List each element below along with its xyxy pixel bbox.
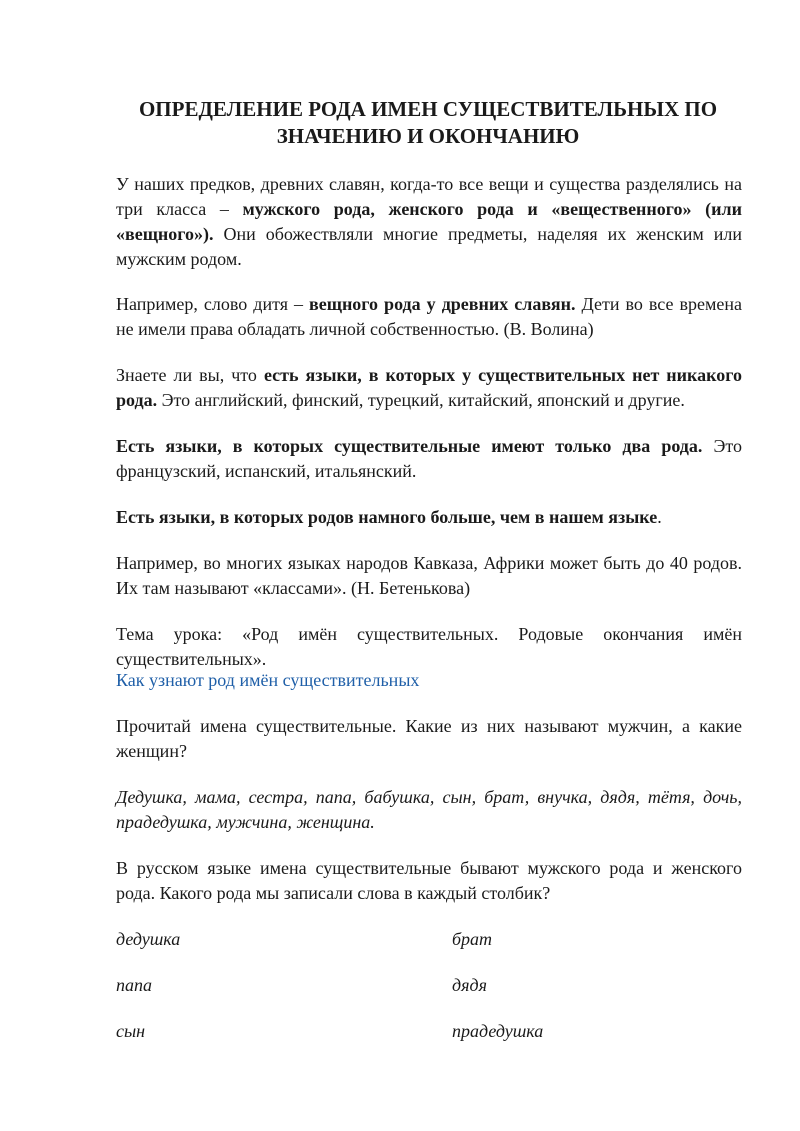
paragraph-two-genders [116, 434, 742, 484]
column-right-word: брат [452, 929, 493, 949]
paragraph-child-intro: Например, слово дитя – [116, 294, 310, 314]
paragraph-child-rest: Дети во все времена не имели права обладать личной собственностью. (В. Волина) [116, 294, 742, 339]
paragraph-no-gender-rest: Это английский, финский, турецкий, китайский, японский и другие. [157, 390, 685, 410]
paragraph-no-gender-intro: Знаете ли вы, что [116, 365, 264, 385]
paragraph-slavs-rest: Они обожествляли многие предметы, наделяя их женским или мужским родом. [116, 224, 742, 269]
paragraph-child [116, 292, 742, 342]
paragraph-caucasus: Например, во многих языках народов Кавказа, Африки может быть до 40 родов. Их там называют «классами». (Н. Бетенькова) [116, 553, 742, 598]
column-right-word: прадедушка [452, 1021, 544, 1041]
paragraph-two-genders-bold: Есть языки, в которых существительные имеют только два рода. [116, 436, 703, 456]
page-title: ОПРЕДЕЛЕНИЕ РОДА ИМЕН СУЩЕСТВИТЕЛЬНЫХ ПО ЗНАЧЕНИЮ И ОКОНЧАНИЮ [138, 97, 718, 148]
paragraph-child-bold: вещного рода у древних славян. [309, 294, 576, 314]
lesson-link[interactable]: Как узнают род имён существительных [116, 670, 420, 690]
paragraph-two-genders-rest: Это французский, испанский, итальянский. [116, 436, 743, 481]
column-right-word: дядя [452, 975, 487, 995]
paragraph-slavs [116, 172, 742, 272]
paragraph-no-gender [116, 363, 742, 413]
paragraph-slavs-intro: У наших предков, древних славян, когда-то все вещи и существа разделялись на три класса – [116, 174, 742, 219]
paragraph-no-gender-bold: есть языки, в которых у существительных нет никакого рода. [116, 365, 743, 410]
column-left-word: дедушка [116, 929, 181, 949]
paragraph-slavs-bold: мужского рода, женского рода и «вещественного» (или «вещного»). [116, 199, 742, 244]
task-read-nouns: Прочитай имена существительные. Какие из них называют мужчин, а какие женщин? [116, 716, 742, 761]
column-left-word: папа [116, 975, 152, 995]
paragraph-many-genders-bold: Есть языки, в которых родов намного больше, чем в нашем языке [116, 507, 658, 527]
task-gender-question: В русском языке имена существительные бывают мужского рода и женского рода. Какого рода мы записали слова в каждый столбик? [116, 858, 742, 903]
column-left-word: сын [116, 1021, 146, 1041]
paragraph-many-genders [116, 505, 742, 530]
noun-list: Дедушка, мама, сестра, папа, бабушка, сын, брат, внучка, дядя, тётя, дочь, прадедушка, мужчина, женщина. [116, 787, 742, 832]
paragraph-many-genders-rest: . [657, 507, 662, 527]
lesson-topic: Тема урока: «Род имён существительных. Родовые окончания имён существительных». [116, 624, 742, 669]
